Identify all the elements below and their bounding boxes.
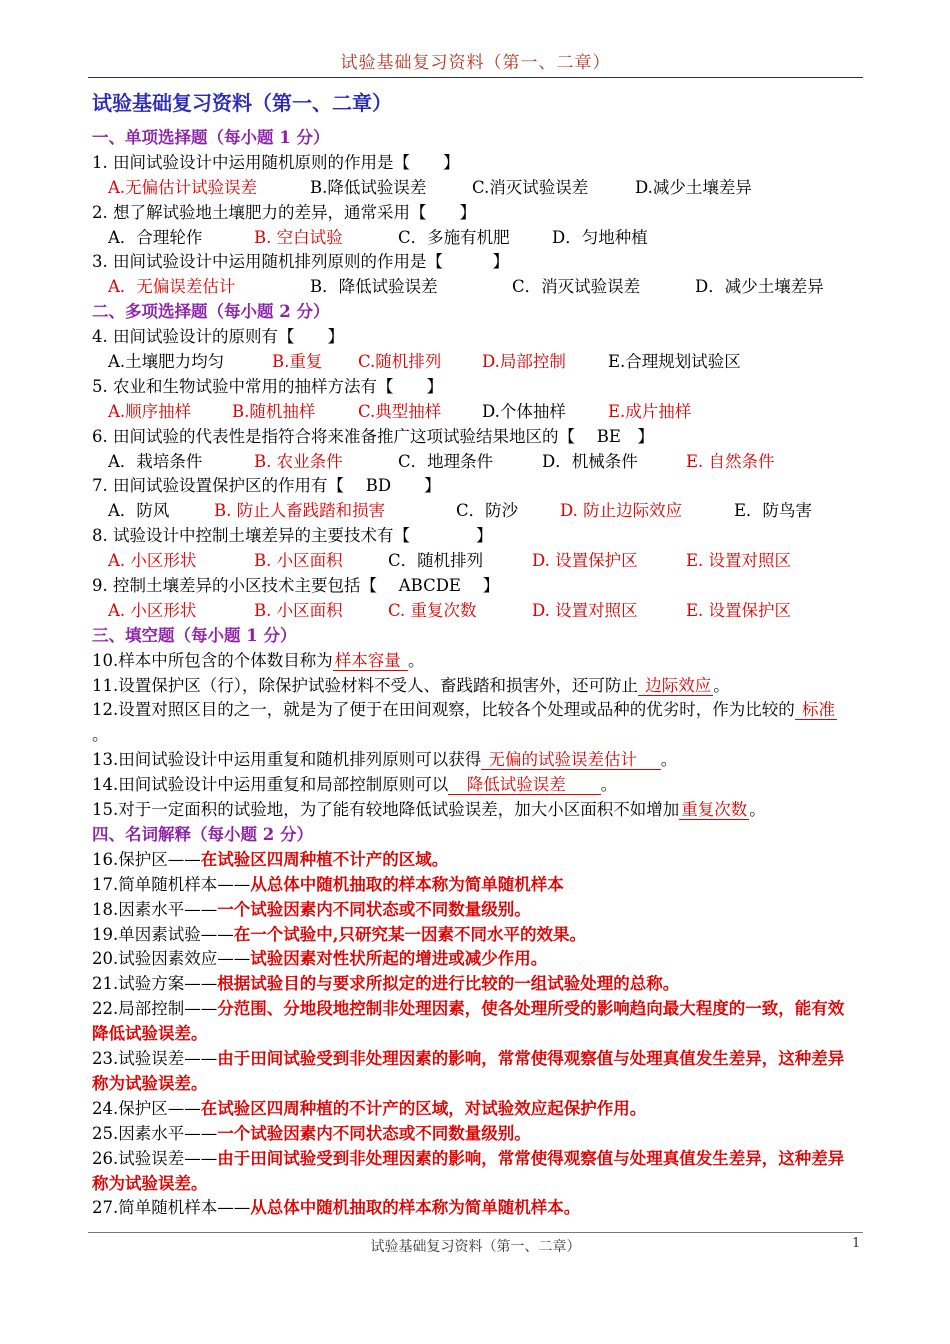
definition-text: 分范围、分地段地控制非处理因素，使各处理所受的影响趋向最大程度的一致，能有效降低试验误差。 (92, 999, 845, 1044)
q13-text: 13.田间试验设计中运用重复和随机排列原则可以获得 (92, 750, 482, 770)
q9-option-d: D. 设置对照区 (532, 600, 638, 620)
definition-22 (92, 997, 852, 1047)
question-4-stem: 4. 田间试验设计的原则有【 】 (92, 327, 344, 347)
definition-text: 在试验区四周种植的不计产的区域，对试验效应起保护作用。 (200, 1098, 647, 1118)
definition-text: 一个试验因素内不同状态或不同数量级别。 (217, 899, 531, 919)
definition-text: 从总体中随机抽取的样本称为简单随机样本。 (250, 1198, 581, 1218)
term: 18.因素水平—— (92, 899, 218, 919)
definition-26 (92, 1147, 852, 1197)
q6-option-a: A．栽培条件 (108, 451, 203, 471)
q7-option-a: A．防风 (108, 501, 170, 521)
q15-answer: 重复次数 (681, 800, 748, 820)
q9-option-a: A. 小区形状 (108, 600, 197, 620)
question-9-stem: 9. 控制土壤差异的小区技术主要包括【 ABCDE 】 (92, 576, 500, 596)
question-7-stem: 7. 田间试验设置保护区的作用有【 BD 】 (92, 476, 441, 496)
section-heading-fill-blank: 三、填空题（每小题 1 分） (92, 625, 297, 645)
term: 26.试验误差—— (92, 1148, 218, 1168)
q2-option-d: D．匀地种植 (552, 227, 648, 247)
question-13 (92, 748, 867, 773)
question-8-options (92, 549, 867, 574)
question-1-options (92, 176, 867, 201)
q15-end: 。 (749, 800, 766, 820)
document-body (92, 88, 867, 1221)
term: 22.局部控制—— (92, 999, 218, 1019)
definition-16 (92, 848, 867, 873)
definition-25 (92, 1122, 867, 1147)
q7-option-e: E．防鸟害 (734, 501, 813, 521)
q2-option-c: C．多施有机肥 (398, 227, 510, 247)
q3-option-d: D．减少土壤差异 (695, 277, 824, 297)
running-header: 试验基础复习资料（第一、二章） (340, 53, 611, 73)
q5-option-c: C.典型抽样 (358, 401, 442, 421)
definition-text: 在试验区四周种植不计产的区域。 (200, 849, 449, 869)
q1-option-a: A.无偏估计试验误差 (108, 177, 258, 197)
definition-20 (92, 947, 867, 972)
term: 21.试验方案—— (92, 974, 218, 994)
header-rule (88, 77, 863, 78)
q6-option-b: B. 农业条件 (254, 451, 343, 471)
q8-option-e: E. 设置对照区 (686, 551, 792, 571)
q5-option-b: B.随机抽样 (232, 401, 316, 421)
definition-text: 一个试验因素内不同状态或不同数量级别。 (217, 1123, 531, 1143)
question-3-stem: 3. 田间试验设计中运用随机排列原则的作用是【 】 (92, 252, 509, 272)
term: 19.单因素试验—— (92, 924, 234, 944)
term: 16.保护区—— (92, 849, 201, 869)
term: 25.因素水平—— (92, 1123, 218, 1143)
q9-option-c: C. 重复次数 (388, 600, 477, 620)
q10-text: 10.样本中所包含的个体数目称为 (92, 650, 333, 670)
q3-option-a: A．无偏误差估计 (108, 277, 236, 297)
q12-text: 12.设置对照区目的之一，就是为了便于在田间观察，比较各个处理或品种的优劣时，作为比较的 (92, 700, 795, 720)
term: 23.试验误差—— (92, 1049, 218, 1069)
q11-answer: 边际效应 (640, 675, 712, 695)
question-3-options (92, 275, 867, 300)
definition-19 (92, 923, 867, 948)
question-14 (92, 773, 867, 798)
question-8-stem: 8. 试验设计中控制土壤差异的主要技术有【 】 (92, 526, 493, 546)
q8-option-d: D. 设置保护区 (532, 551, 638, 571)
term: 27.简单随机样本—— (92, 1198, 251, 1218)
definition-text: 在一个试验中,只研究某一因素不同水平的效果。 (233, 924, 586, 944)
q8-option-c: C．随机排列 (388, 551, 484, 571)
q14-text: 14.田间试验设计中运用重复和局部控制原则可以 (92, 775, 449, 795)
question-9-options (92, 599, 867, 624)
q10-end: 。 (408, 650, 425, 670)
q1-option-d: D.减少土壤差异 (635, 177, 752, 197)
q6-option-d: D．机械条件 (542, 451, 638, 471)
definition-23 (92, 1047, 852, 1097)
q6-option-c: C．地理条件 (398, 451, 494, 471)
q14-answer: 降低试验误差 (450, 775, 599, 795)
question-1-stem: 1. 田间试验设计中运用随机原则的作用是【 】 (92, 152, 460, 172)
section-heading-single-choice: 一、单项选择题（每小题 1 分） (92, 128, 330, 147)
q7-option-b: B. 防止人畜践踏和损害 (214, 501, 386, 521)
q2-option-b: B. 空白试验 (254, 227, 343, 247)
q7-option-d: D. 防止边际效应 (560, 501, 683, 521)
definition-21 (92, 972, 867, 997)
question-5-options (92, 400, 867, 425)
definition-text: 从总体中随机抽取的样本称为简单随机样本 (250, 874, 564, 894)
term: 24.保护区—— (92, 1098, 201, 1118)
question-2-options (92, 226, 867, 251)
q4-option-c: C.随机排列 (358, 352, 442, 372)
q3-option-b: B．降低试验误差 (310, 277, 438, 297)
definition-24 (92, 1097, 867, 1122)
q5-option-e: E.成片抽样 (608, 401, 692, 421)
question-6-stem: 6. 田间试验的代表性是指符合将来准备推广这项试验结果地区的【 BE 】 (92, 426, 654, 446)
q1-option-b: B.降低试验误差 (310, 177, 427, 197)
q3-option-c: C．消灭试验误差 (512, 277, 641, 297)
term: 17.简单随机样本—— (92, 874, 251, 894)
footer-rule (88, 1232, 863, 1233)
question-6-options (92, 450, 867, 475)
question-2-stem: 2. 想了解试验地土壤肥力的差异，通常采用【 】 (92, 202, 476, 222)
q9-option-b: B. 小区面积 (254, 600, 343, 620)
q15-text: 15.对于一定面积的试验地，为了能有较地降低试验误差，加大小区面积不如增加 (92, 800, 680, 820)
q13-end: 。 (660, 750, 678, 770)
definition-text: 由于田间试验受到非处理因素的影响，常常使得观察值与处理真值发生差异，这种差异称为试验误差。 (92, 1148, 845, 1193)
q11-text: 11.设置保护区（行），除保护试验材料不受人、畜践踏和损害外，还可防止 (92, 675, 638, 695)
q7-option-c: C．防沙 (456, 501, 519, 521)
definition-27 (92, 1196, 867, 1221)
q4-option-b: B.重复 (272, 352, 323, 372)
definition-text: 由于田间试验受到非处理因素的影响，常常使得观察值与处理真值发生差异，这种差异称为试验误差。 (92, 1049, 845, 1093)
question-15 (92, 798, 867, 823)
definition-text: 试验因素对性状所起的增进或减少作用。 (250, 949, 548, 969)
question-4-options (92, 350, 867, 375)
q5-option-d: D.个体抽样 (482, 401, 566, 421)
section-heading-multiple-choice: 二、多项选择题（每小题 2 分） (92, 302, 330, 322)
q4-option-d: D.局部控制 (482, 352, 566, 372)
q8-option-b: B. 小区面积 (254, 551, 343, 571)
question-10 (92, 649, 867, 674)
q4-option-e: E.合理规划试验区 (608, 352, 741, 372)
question-7-options (92, 499, 867, 524)
q9-option-e: E. 设置保护区 (686, 600, 792, 620)
definition-18 (92, 898, 867, 923)
q12-end: 。 (92, 725, 109, 745)
document-title: 试验基础复习资料（第一、二章） (92, 91, 392, 115)
q11-end: 。 (713, 675, 730, 695)
q8-option-a: A. 小区形状 (108, 551, 197, 571)
definition-17 (92, 873, 867, 898)
q1-option-c: C.消灭试验误差 (472, 177, 589, 197)
running-footer: 试验基础复习资料（第一、二章） (370, 1239, 581, 1255)
q4-option-a: A.土壤肥力均匀 (108, 352, 225, 372)
section-heading-definitions: 四、名词解释（每小题 2 分） (92, 824, 313, 844)
q10-answer: 样本容量 (334, 650, 406, 670)
q12-answer: 标准 (796, 700, 835, 720)
question-5-stem: 5. 农业和生物试验中常用的抽样方法有【 】 (92, 376, 443, 396)
definition-text: 根据试验目的与要求所拟定的进行比较的一组试验处理的总称。 (217, 974, 680, 994)
term: 20.试验因素效应—— (92, 949, 251, 969)
q14-end: 。 (600, 775, 618, 795)
q6-option-e: E. 自然条件 (686, 451, 775, 471)
question-12 (92, 698, 852, 748)
q2-option-a: A．合理轮作 (108, 227, 203, 247)
question-11 (92, 674, 867, 699)
page-number: 1 (852, 1236, 861, 1251)
q5-option-a: A.顺序抽样 (108, 401, 192, 421)
q13-answer: 无偏的试验误差估计 (483, 750, 659, 770)
